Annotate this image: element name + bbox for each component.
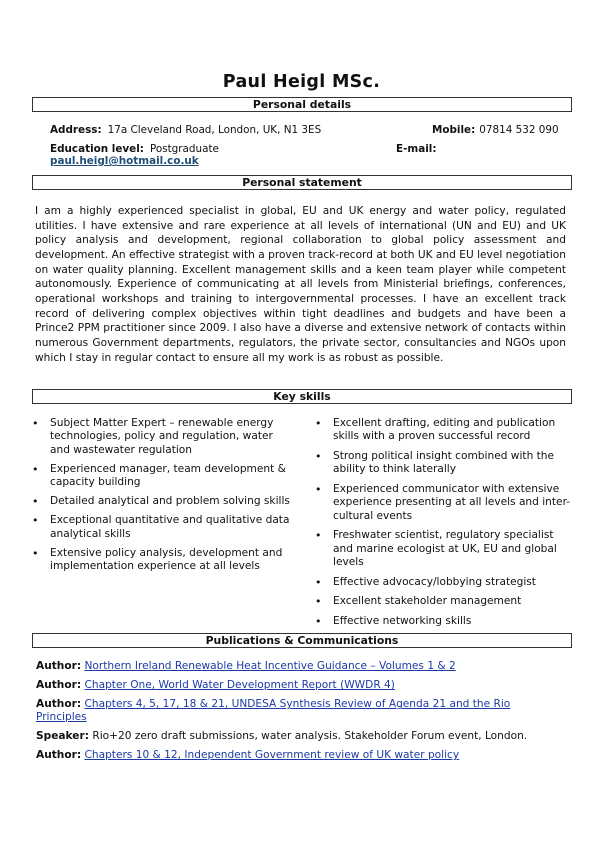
skill-item: • Experienced communicator with extensive experience presenting at all levels and inter-cultural events — [315, 483, 571, 523]
publication-item — [36, 730, 561, 742]
skill-item: • Detailed analytical and problem solving skills — [32, 495, 294, 508]
education-label: Education level: — [50, 143, 144, 155]
section-header-personal-statement: Personal statement — [32, 175, 572, 190]
skills-list-left — [32, 417, 294, 579]
mobile-row — [432, 124, 572, 136]
skill-item: • Exceptional quantitative and qualitative data analytical skills — [32, 514, 294, 541]
publication-role: Speaker: — [36, 730, 89, 743]
skill-item: • Freshwater scientist, regulatory specialist and marine ecologist at UK, EU and global levels — [315, 529, 571, 569]
skill-item: • Extensive policy analysis, development and implementation experience at all levels — [32, 547, 294, 574]
publication-role: Author: — [36, 698, 82, 711]
publication-item — [36, 660, 561, 672]
publication-role: Author: — [36, 660, 82, 672]
address-value: 17a Cleveland Road, London, UK, N1 3ES — [107, 124, 322, 136]
publication-role: Author: — [36, 679, 82, 692]
publication-link[interactable]: Chapter One, World Water Development Report (WWDR 4) — [84, 679, 395, 692]
section-header-key-skills: Key skills — [32, 389, 572, 404]
skills-list-right — [315, 417, 571, 635]
publication-link[interactable]: Chapters 4, 5, 17, 18 & 21, UNDESA Synthesis Review of Agenda 21 and the Rio Principles — [36, 698, 511, 723]
section-header-personal-details: Personal details — [32, 97, 572, 112]
skill-item: • Experienced manager, team development & capacity building — [32, 463, 294, 490]
publication-item — [36, 698, 561, 723]
email-link[interactable]: paul.heigl@hotmail.co.uk — [50, 155, 199, 167]
publication-link[interactable]: Chapters 10 & 12, Independent Government review of UK water policy — [84, 749, 460, 762]
section-header-publications: Publications & Communications — [32, 633, 572, 648]
publication-item — [36, 749, 561, 761]
publication-text: Rio+20 zero draft submissions, water analysis. Stakeholder Forum event, London. — [92, 730, 528, 743]
skill-item: • Excellent drafting, editing and publication skills with a proven successful record — [315, 417, 571, 444]
publication-item — [36, 679, 561, 691]
skill-item: • Excellent stakeholder management — [315, 595, 571, 608]
publication-role: Author: — [36, 749, 82, 762]
publications-list — [36, 660, 561, 768]
candidate-name: Paul Heigl MSc. — [222, 72, 381, 92]
skill-item: • Strong political insight combined with the ability to think laterally — [315, 450, 571, 477]
email-row — [50, 155, 570, 167]
personal-statement-text: I am a highly experienced specialist in global, EU and UK energy and water policy, regulated utilities. I have extensive and rare experience at all levels of international (UN and EU) and UK policy analysis and development, regional collaboration to global policy assessment and development. An effective strategist with a proven track-record at both UK and EU level negotiation on water quality planning. Excellent management skills and a keen team player while competent autonomously. Experience of communicating at all levels from Ministerial briefings, conferences, operational workshops and training to intergovernmental processes. I have an excellent track record of delivering complex objectives within tight deadlines and budgets and have been a Prince2 PPM practitioner since 2009. I also have a diverse and extensive network of contacts within numerous Government departments, regulators, the private sector, consultancies and NGOs upon which I stay in regular contact to ensure all my work is as robust as possible. — [35, 205, 566, 364]
skill-item: • Effective networking skills — [315, 615, 571, 628]
address-label: Address: — [50, 124, 102, 136]
publication-link[interactable]: Northern Ireland Renewable Heat Incentive Guidance – Volumes 1 & 2 — [84, 660, 456, 672]
education-row — [50, 143, 570, 155]
mobile-value: 07814 532 090 — [479, 124, 559, 136]
mobile-label: Mobile: — [432, 124, 476, 136]
skill-item: • Subject Matter Expert – renewable energy technologies, policy and regulation, water and wastewater regulation — [32, 417, 294, 457]
email-label: E-mail: — [396, 143, 437, 155]
education-value: Postgraduate — [149, 143, 219, 155]
skill-item: • Effective advocacy/lobbying strategist — [315, 576, 571, 589]
